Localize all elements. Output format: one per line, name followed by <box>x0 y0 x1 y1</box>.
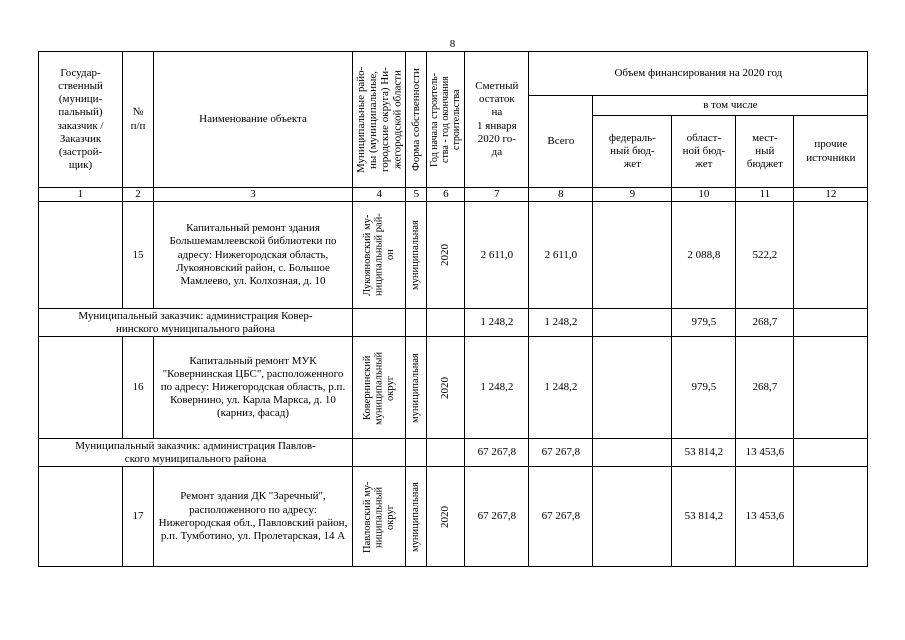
col-number: 8 <box>529 188 593 202</box>
customer-label: Муниципальный заказчик: администрация Ковер- нинского муниципального района <box>39 309 353 337</box>
remainder-cell: 1 248,2 <box>465 337 529 439</box>
header-remainder: Сметный остаток на 1 января 2020 го- да <box>465 52 529 188</box>
ownership-cell <box>406 309 427 337</box>
col-number: 6 <box>427 188 465 202</box>
district-cell: Лукояновский му- ниципальный рай- он <box>353 202 406 309</box>
local-cell: 13 453,6 <box>736 439 794 467</box>
year-cell <box>427 439 465 467</box>
table-row <box>39 337 868 439</box>
col-number: 2 <box>123 188 154 202</box>
other-cell <box>794 467 868 567</box>
customer-cell <box>39 202 123 309</box>
col-number: 11 <box>736 188 794 202</box>
col-number: 10 <box>672 188 736 202</box>
customer-label: Муниципальный заказчик: администрация Павлов- ского муниципального района <box>39 439 353 467</box>
local-cell: 268,7 <box>736 309 794 337</box>
header-row-1 <box>39 52 868 96</box>
federal-cell <box>593 439 672 467</box>
ownership-cell: муниципальная <box>406 202 427 309</box>
year-cell: 2020 <box>427 337 465 439</box>
financing-table <box>38 51 868 567</box>
row-number: 15 <box>123 202 154 309</box>
total-cell: 1 248,2 <box>529 309 593 337</box>
page-number: 8 <box>449 38 456 50</box>
other-cell <box>794 439 868 467</box>
header-object-name: Наименование объекта <box>154 52 353 188</box>
district-cell <box>353 439 406 467</box>
other-cell <box>794 202 868 309</box>
remainder-cell: 2 611,0 <box>465 202 529 309</box>
col-number: 7 <box>465 188 529 202</box>
header-customer: Государ- ственный (муници- пальный) заказчик / Заказчик (застрой- щик) <box>39 52 123 188</box>
customer-cell <box>39 337 123 439</box>
customer-cell <box>39 467 123 567</box>
col-number: 1 <box>39 188 123 202</box>
header-total: Всего <box>529 96 593 188</box>
header-local: мест- ный бюджет <box>736 116 794 188</box>
table-row <box>39 202 868 309</box>
object-name: Капитальный ремонт здания Большемамлеевской библиотеки по адресу: Нижегородская область, Лукояновский район, с. Большое Мамлеево, ул. Колхозная, д. 10 <box>154 202 353 309</box>
row-number: 17 <box>123 467 154 567</box>
district-cell: Ковернинский муниципальный округ <box>353 337 406 439</box>
ownership-cell: муниципальная <box>406 467 427 567</box>
column-numbers-row <box>39 188 868 202</box>
federal-cell <box>593 309 672 337</box>
total-cell: 67 267,8 <box>529 439 593 467</box>
col-number: 3 <box>154 188 353 202</box>
header-regional: област- ной бюд- жет <box>672 116 736 188</box>
col-number: 4 <box>353 188 406 202</box>
col-number: 12 <box>794 188 868 202</box>
local-cell: 13 453,6 <box>736 467 794 567</box>
local-cell: 268,7 <box>736 337 794 439</box>
regional-cell: 2 088,8 <box>672 202 736 309</box>
col-number: 5 <box>406 188 427 202</box>
regional-cell: 979,5 <box>672 337 736 439</box>
remainder-cell: 1 248,2 <box>465 309 529 337</box>
table-row <box>39 467 868 567</box>
year-cell: 2020 <box>427 202 465 309</box>
year-cell: 2020 <box>427 467 465 567</box>
object-name: Ремонт здания ДК "Заречный", расположенного по адресу: Нижегородская обл., Павловский район, р.п. Тумботино, ул. Пролетарская, 14 А <box>154 467 353 567</box>
header-district: Муниципальные райо- ны (муниципальные, городские округа) Ни- жегородской области <box>353 52 406 188</box>
header-ownership: Форма собственности <box>406 52 427 188</box>
remainder-cell: 67 267,8 <box>465 467 529 567</box>
total-cell: 2 611,0 <box>529 202 593 309</box>
customer-row <box>39 439 868 467</box>
header-number: № п/п <box>123 52 154 188</box>
regional-cell: 53 814,2 <box>672 467 736 567</box>
federal-cell <box>593 337 672 439</box>
other-cell <box>794 337 868 439</box>
customer-row <box>39 309 868 337</box>
col-number: 9 <box>593 188 672 202</box>
header-federal: федераль- ный бюд- жет <box>593 116 672 188</box>
total-cell: 67 267,8 <box>529 467 593 567</box>
header-years: Год начала строитель- ства - год окончания строительства <box>427 52 465 188</box>
federal-cell <box>593 202 672 309</box>
object-name: Капитальный ремонт МУК "Ковернинская ЦБС", расположенного по адресу: Нижегородская область, р.п. Ковернино, ул. Карла Маркса, д. 10 (карниз, фасад) <box>154 337 353 439</box>
header-other: прочие источники <box>794 116 868 188</box>
district-cell <box>353 309 406 337</box>
header-financing: Объем финансирования на 2020 год <box>529 52 868 96</box>
year-cell <box>427 309 465 337</box>
other-cell <box>794 309 868 337</box>
ownership-cell: муниципальная <box>406 337 427 439</box>
local-cell: 522,2 <box>736 202 794 309</box>
ownership-cell <box>406 439 427 467</box>
federal-cell <box>593 467 672 567</box>
regional-cell: 979,5 <box>672 309 736 337</box>
row-number: 16 <box>123 337 154 439</box>
regional-cell: 53 814,2 <box>672 439 736 467</box>
district-cell: Павловский му- ниципальный округ <box>353 467 406 567</box>
remainder-cell: 67 267,8 <box>465 439 529 467</box>
total-cell: 1 248,2 <box>529 337 593 439</box>
header-including: в том числе <box>593 96 868 116</box>
